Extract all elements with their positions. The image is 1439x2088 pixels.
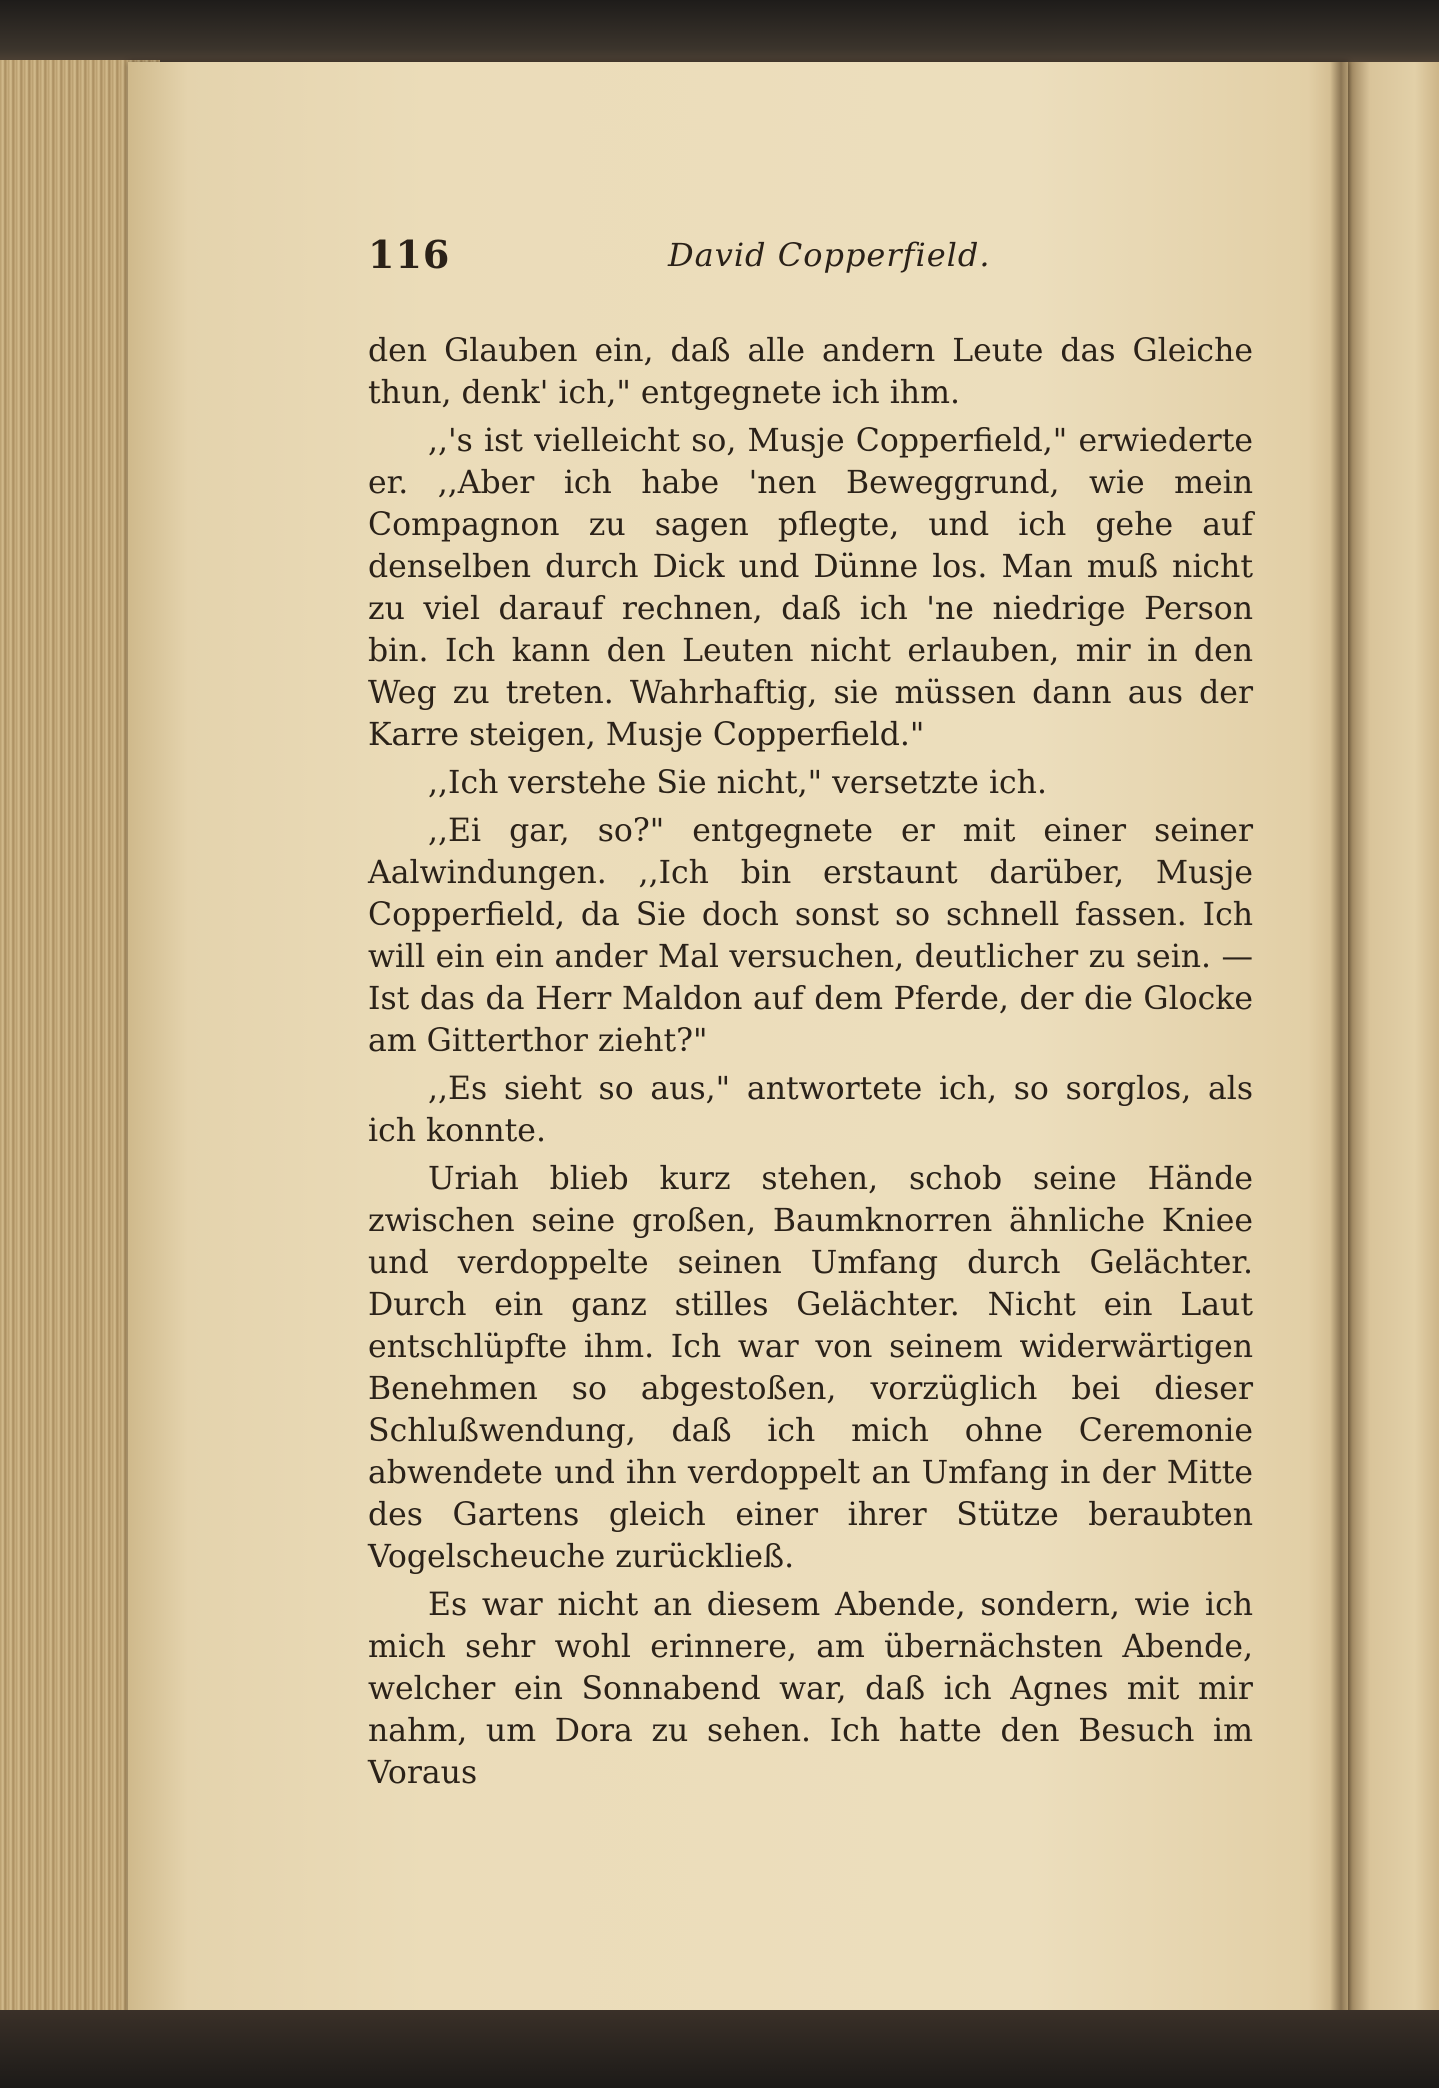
paragraph-4: ,,Ei gar, so?" entgegnete er mit einer seiner Aalwindungen. ,,Ich bin erstaunt darüber, Musje Copperfield, da Sie doch sonst so schnell fassen. Ich will ein ein ander Mal versuchen, deutlicher zu sein. — Ist das da Herr Maldon auf dem Pferde, der die Glocke am Gitterthor zieht?" [368,813,1253,1059]
running-title: David Copperfield. [668,236,991,274]
paragraph-5: ,,Es sieht so aus," antwortete ich, so sorglos, als ich konnte. [368,1071,1253,1149]
book-top-edge [0,0,1439,70]
running-head [368,232,1253,292]
book-bottom-edge [0,2010,1439,2088]
paragraph-1: den Glauben ein, daß alle andern Leute das Gleiche thun, denk' ich," entgegnete ich ihm. [368,333,1253,411]
facing-page [1345,62,1439,2022]
paragraph-7: Es war nicht an diesem Abende, sondern, wie ich mich sehr wohl erinnere, am übernächsten Abende, welcher ein Sonnabend war, daß ich Agnes mit mir nahm, um Dora zu sehen. Ich hatte den Besuch im Voraus [368,1587,1253,1791]
page-number: 116 [368,232,451,277]
body-text [368,330,1253,1800]
book-gutter [1330,62,1352,2022]
paragraph-6: Uriah blieb kurz stehen, schob seine Hände zwischen seine großen, Baumknorren ähnliche Kniee und verdoppelte seinen Umfang durch Gelächter. Durch ein ganz stilles Gelächter. Nicht ein Laut entschlüpfte ihm. Ich war von seinem widerwärtigen Benehmen so abgestoßen, vorzüglich bei dieser Schlußwendung, daß ich mich ohne Ceremonie abwendete und ihn verdoppelt an Umfang in der Mitte des Gartens gleich einer ihrer Stütze beraubten Vogelscheuche zurückließ. [368,1161,1253,1575]
paragraph-2: ,,'s ist vielleicht so, Musje Copperfield," erwiederte er. ,,Aber ich habe 'nen Beweggrund, wie mein Compagnon zu sagen pflegte, und ich gehe auf denselben durch Dick und Dünne los. Man muß nicht zu viel darauf rechnen, daß ich 'ne niedrige Person bin. Ich kann den Leuten nicht erlauben, mir in den Weg zu treten. Wahrhaftig, sie müssen dann aus der Karre steigen, Musje Copperfield." [368,423,1253,753]
paragraph-3: ,,Ich verstehe Sie nicht," versetzte ich. [428,765,1047,801]
